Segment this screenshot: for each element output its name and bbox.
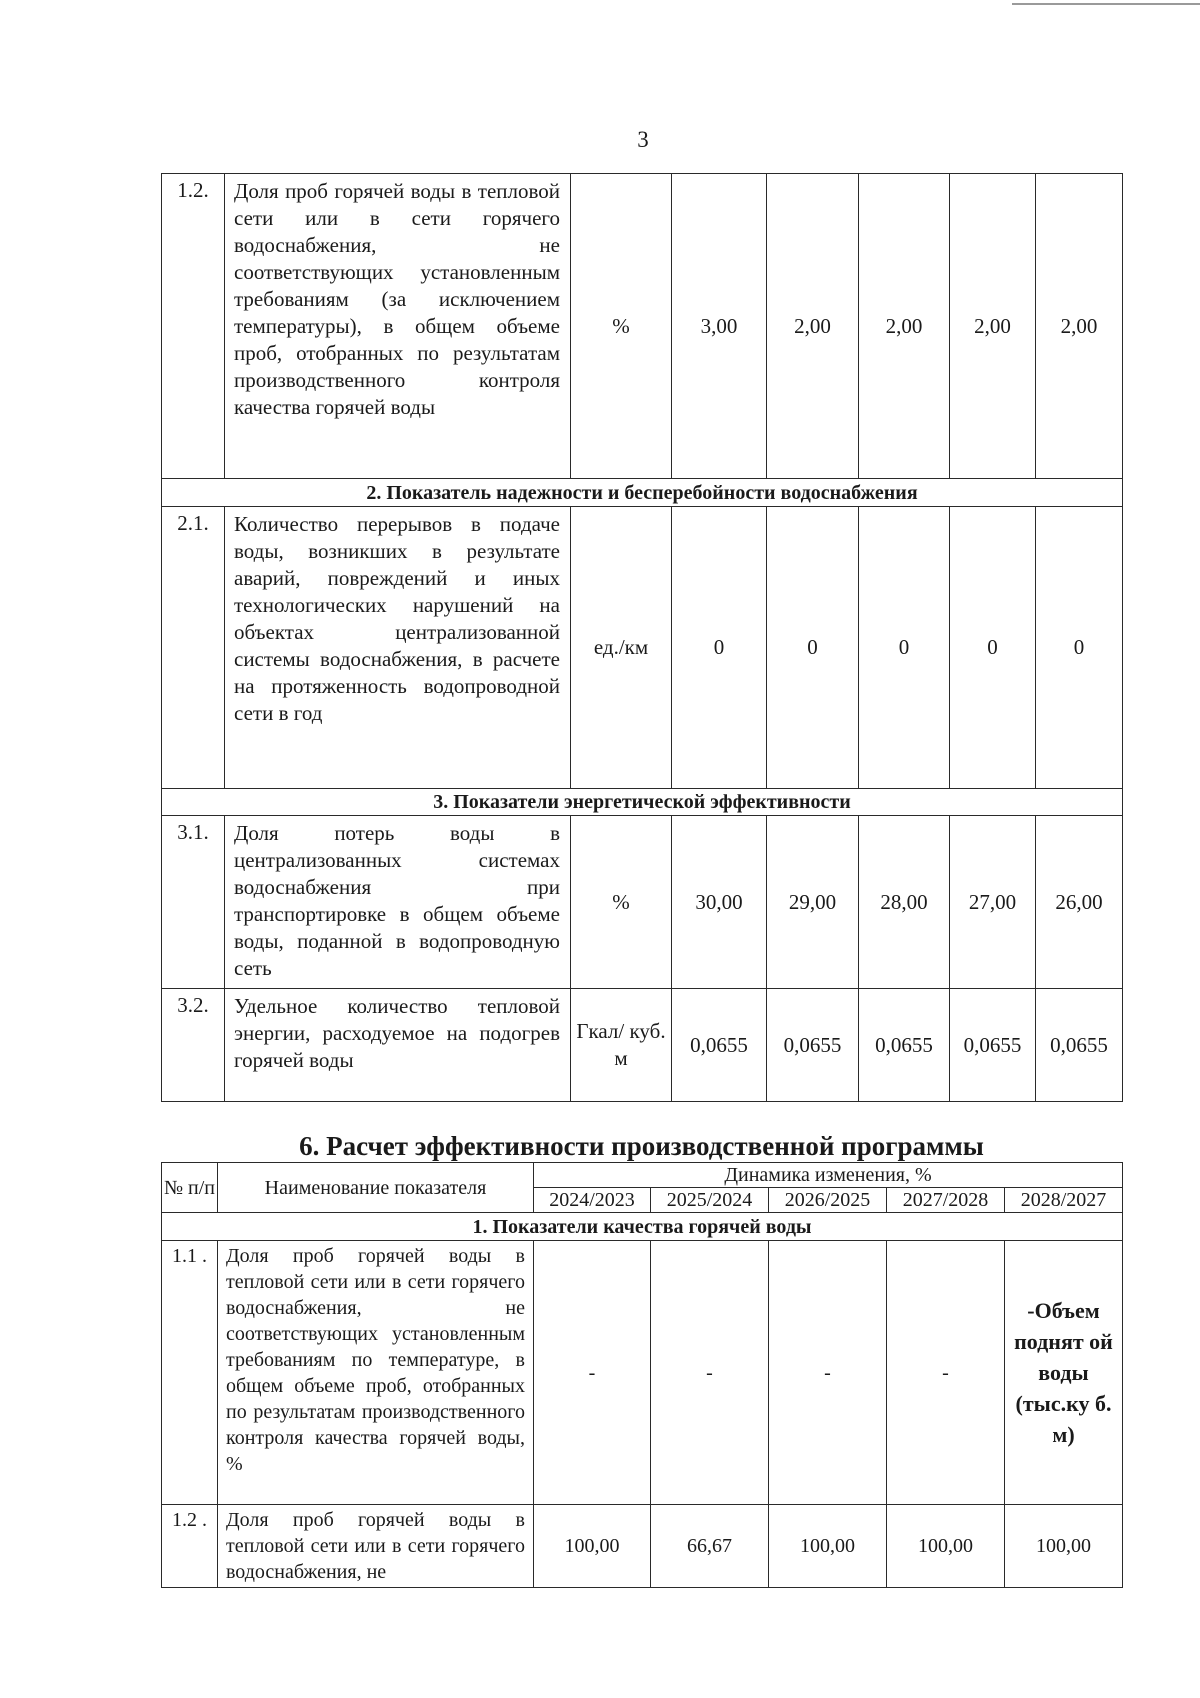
- value-cell: 0: [859, 507, 950, 789]
- table-row: [162, 989, 1123, 1102]
- indicator-description: Доля проб горячей воды в тепловой сети или в сети горячего водоснабжения, не соответствующих установленным требованиям по температуре, в общем объеме проб, отобранных по результатам производственного контроля качества горячей воды, %: [218, 1241, 534, 1505]
- indicator-description: Количество перерывов в подаче воды, возникших в результате аварий, повреждений и иных технологических нарушений на объектах централизованной системы водоснабжения, в расчете на протяженность водопроводной сети в год: [225, 507, 571, 789]
- header-year: 2024/2023: [534, 1188, 651, 1213]
- row-number: 1.2 .: [162, 1505, 218, 1588]
- value-cell: 0,0655: [767, 989, 859, 1102]
- value-cell: 27,00: [950, 816, 1036, 989]
- section-row: [162, 479, 1123, 507]
- indicator-description: Доля проб горячей воды в тепловой сети или в сети горячего водоснабжения, не: [218, 1505, 534, 1588]
- value-cell: 2,00: [767, 174, 859, 479]
- value-cell: -: [534, 1241, 651, 1505]
- unit-cell: %: [571, 174, 672, 479]
- header-year: 2027/2028: [887, 1188, 1005, 1213]
- value-cell: 0,0655: [859, 989, 950, 1102]
- value-cell: 2,00: [950, 174, 1036, 479]
- table-row: [162, 174, 1123, 479]
- value-cell: 100,00: [1005, 1505, 1123, 1588]
- value-cell: -: [769, 1241, 887, 1505]
- row-number: 2.1.: [162, 507, 225, 789]
- section-row: [162, 789, 1123, 816]
- header-row: [162, 1163, 1123, 1188]
- value-cell: 2,00: [1036, 174, 1123, 479]
- value-cell: -: [651, 1241, 769, 1505]
- unit-cell: %: [571, 816, 672, 989]
- value-cell: 2,00: [859, 174, 950, 479]
- value-cell: 100,00: [769, 1505, 887, 1588]
- row-number: 1.1 .: [162, 1241, 218, 1505]
- unit-cell: Гкал/ куб. м: [571, 989, 672, 1102]
- table-row: [162, 1241, 1123, 1505]
- value-cell: 30,00: [672, 816, 767, 989]
- indicator-description: Доля потерь воды в централизованных системах водоснабжения при транспортировке в общем объеме воды, поданной в водопроводную сеть: [225, 816, 571, 989]
- header-name: Наименование показателя: [218, 1163, 534, 1213]
- value-cell: -: [887, 1241, 1005, 1505]
- value-cell: 28,00: [859, 816, 950, 989]
- section-heading: 3. Показатели энергетической эффективности: [162, 789, 1123, 816]
- table-row: [162, 507, 1123, 789]
- value-cell: 66,67: [651, 1505, 769, 1588]
- section-title: 6. Расчет эффективности производственной программы: [299, 1131, 984, 1161]
- table-row: [162, 1505, 1123, 1588]
- value-cell: 0: [672, 507, 767, 789]
- value-cell: 100,00: [887, 1505, 1005, 1588]
- page-number: 3: [637, 127, 649, 152]
- value-cell: 26,00: [1036, 816, 1123, 989]
- top-edge-rule: [1012, 0, 1200, 5]
- value-cell: 0: [1036, 507, 1123, 789]
- row-number: 3.2.: [162, 989, 225, 1102]
- efficiency-table: [161, 1162, 1123, 1588]
- indicator-description: Доля проб горячей воды в тепловой сети или в сети горячего водоснабжения, не соответствующих установленным требованиям (за исключением температуры), в общем объеме проб, отобранных по результатам производственного контроля качества горячей воды: [225, 174, 571, 479]
- header-year: 2025/2024: [651, 1188, 769, 1213]
- section-row: [162, 1213, 1123, 1241]
- value-cell: 0,0655: [1036, 989, 1123, 1102]
- section-heading: 2. Показатель надежности и бесперебойности водоснабжения: [162, 479, 1123, 507]
- value-cell: 100,00: [534, 1505, 651, 1588]
- value-cell: 0: [767, 507, 859, 789]
- indicator-description: Удельное количество тепловой энергии, расходуемое на подогрев горячей воды: [225, 989, 571, 1102]
- row-number: 1.2.: [162, 174, 225, 479]
- header-year: 2026/2025: [769, 1188, 887, 1213]
- table-row: [162, 816, 1123, 989]
- value-cell: -Объем поднят ой воды (тыс.ку б. м): [1005, 1241, 1123, 1505]
- header-dynamics: Динамика изменения, %: [534, 1163, 1123, 1188]
- value-cell: 0,0655: [950, 989, 1036, 1102]
- indicators-table: [161, 173, 1123, 1102]
- value-cell: 29,00: [767, 816, 859, 989]
- value-cell: 3,00: [672, 174, 767, 479]
- unit-cell: ед./км: [571, 507, 672, 789]
- value-cell: 0: [950, 507, 1036, 789]
- value-cell: 0,0655: [672, 989, 767, 1102]
- header-year: 2028/2027: [1005, 1188, 1123, 1213]
- header-number: № п/п: [162, 1163, 218, 1213]
- row-number: 3.1.: [162, 816, 225, 989]
- section-heading: 1. Показатели качества горячей воды: [162, 1213, 1123, 1241]
